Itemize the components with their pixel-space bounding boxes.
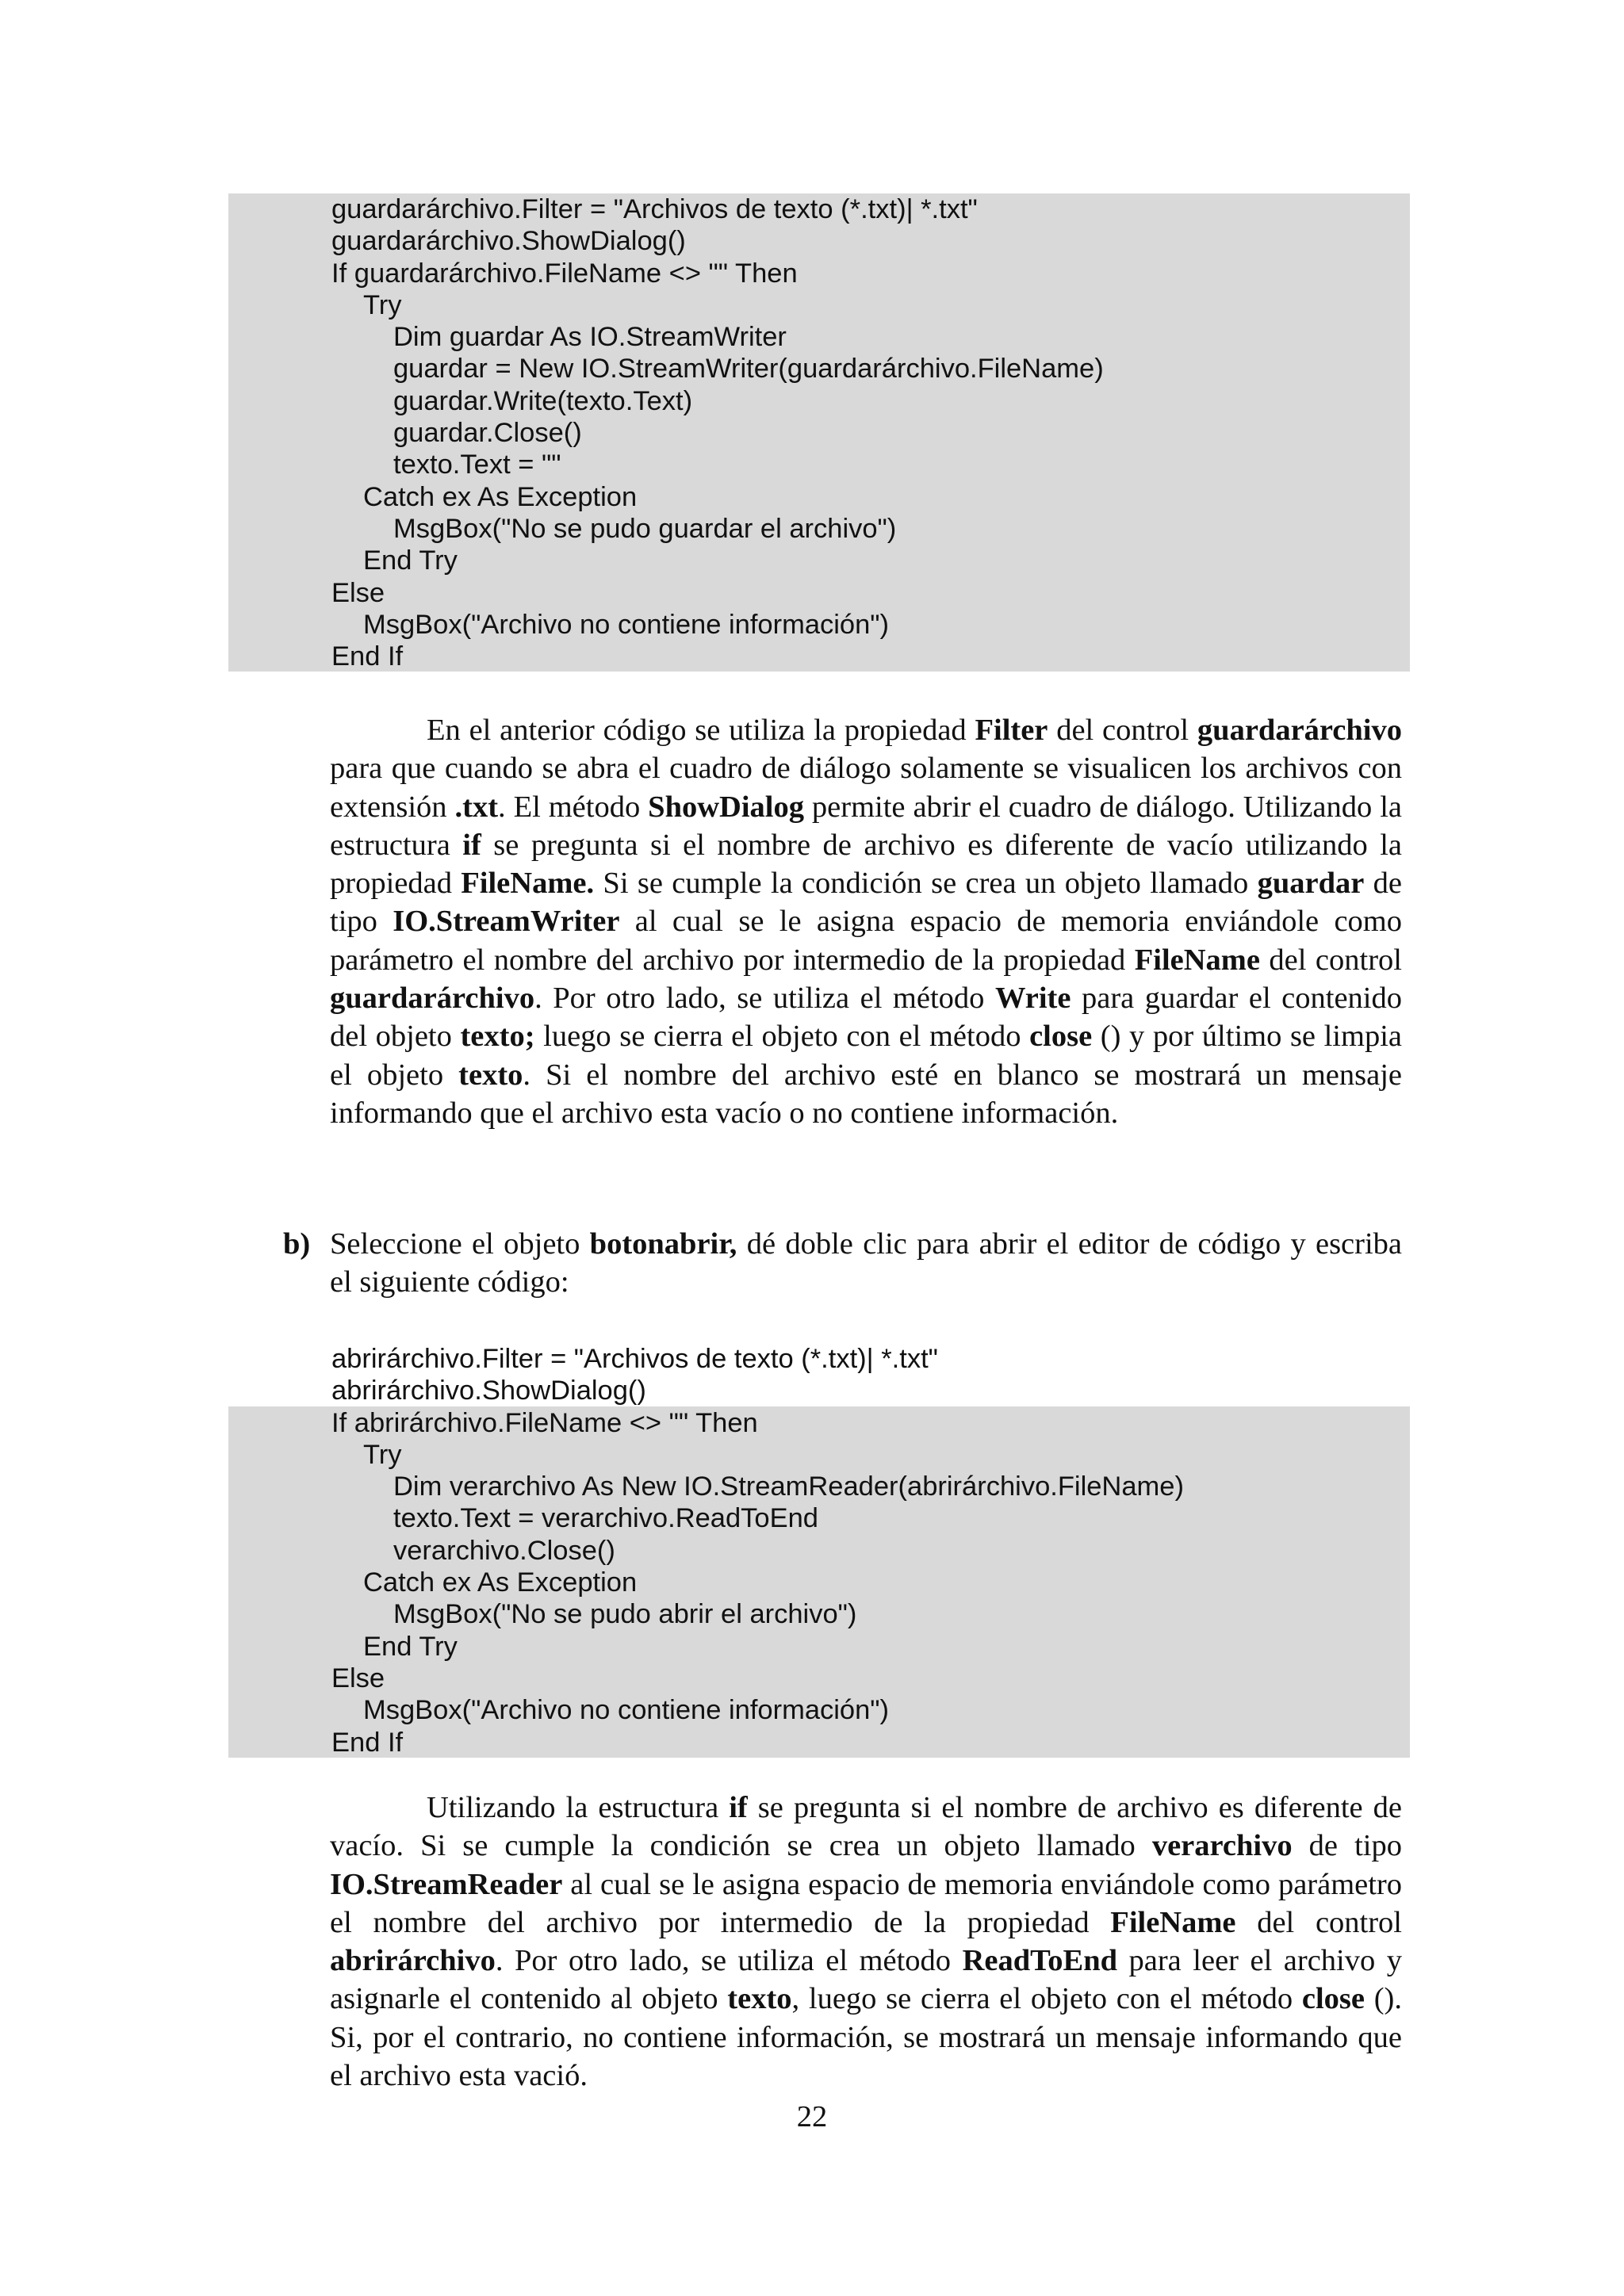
code-line: Else <box>331 1663 385 1693</box>
code-line: MsgBox("No se pudo guardar el archivo") <box>393 513 897 544</box>
explanation-paragraph-2: Utilizando la estructura if se pregunta si el nombre de archivo es diferente de vacío. Si se cumple la condición se crea un objeto llamado verarchivo de tipo IO.StreamReader al cual se le asigna espacio de memoria enviándole como parámetro el nombre del archivo por intermedio de la propiedad FileName del control abrirárchivo. Por otro lado, se utiliza el método ReadToEnd para leer el archivo y asignarle el contenido al objeto texto, luego se cierra el objeto con el método close (). Si, por el contrario, no contiene información, se mostrará un mensaje informando que el archivo esta vació. <box>330 1791 1402 2093</box>
code-line: Catch ex As Exception <box>363 1567 638 1598</box>
code-line: End Try <box>363 1631 458 1662</box>
explanation-paragraph-1: En el anterior código se utiliza la propiedad Filter del control guardarárchivo para que cuando se abra el cuadro de diálogo solamente se visualicen los archivos con extensión .txt. El método ShowDialog permite abrir el cuadro de diálogo. Utilizando la estructura if se pregunta si el nombre de archivo es diferente de vacío utilizando la propiedad FileName. Si se cumple la condición se crea un objeto llamado guardar de tipo IO.StreamWriter al cual se le asigna espacio de memoria enviándole como parámetro el nombre del archivo por intermedio de la propiedad FileName del control guardarárchivo. Por otro lado, se utiliza el método Write para guardar el contenido del objeto texto; luego se cierra el objeto con el método close () y por último se limpia el objeto texto. Si el nombre del archivo esté en blanco se mostrará un mensaje informando que el archivo esta vacío o no contiene información. <box>330 714 1403 1130</box>
code-line: Try <box>363 1439 402 1470</box>
code-line: guardar.Write(texto.Text) <box>393 385 693 416</box>
page-number: 22 <box>796 2100 828 2133</box>
code-line: End Try <box>363 545 458 576</box>
code-line: guardarárchivo.ShowDialog() <box>331 226 686 257</box>
code-block-1 <box>228 193 1410 672</box>
code-line: If abrirárchivo.FileName <> "" Then <box>331 1407 758 1438</box>
code-line: MsgBox("No se pudo abrir el archivo") <box>393 1599 857 1630</box>
code-line: abrirárchivo.Filter = "Archivos de texto (*.txt)| *.txt" <box>331 1344 938 1374</box>
code-line: End If <box>331 1727 404 1758</box>
code-line: Else <box>331 577 385 608</box>
code-line: guardar = New IO.StreamWriter(guardarárchivo.FileName) <box>393 354 1104 385</box>
code-line: guardarárchivo.Filter = "Archivos de texto (*.txt)| *.txt" <box>331 194 978 224</box>
code-line: Try <box>363 289 402 320</box>
list-marker-b: b) <box>283 1227 311 1261</box>
code-line: If guardarárchivo.FileName <> "" Then <box>331 258 798 289</box>
code-line: texto.Text = "" <box>393 450 561 480</box>
code-line: Dim guardar As IO.StreamWriter <box>393 322 787 353</box>
code-line: abrirárchivo.ShowDialog() <box>331 1376 646 1406</box>
instruction-item-b: Seleccione el objeto botonabrir, dé doble clic para abrir el editor de código y escriba el siguiente código: <box>330 1227 1403 1299</box>
code-line: Dim verarchivo As New IO.StreamReader(abrirárchivo.FileName) <box>393 1471 1184 1502</box>
code-line: MsgBox("Archivo no contiene información") <box>363 1695 890 1726</box>
code-block-2 <box>228 1343 1410 1758</box>
code-line: End If <box>331 641 404 672</box>
code-line: verarchivo.Close() <box>393 1535 615 1566</box>
code-line: MsgBox("Archivo no contiene información") <box>363 609 890 640</box>
code-line: texto.Text = verarchivo.ReadToEnd <box>393 1503 818 1534</box>
code-line: guardar.Close() <box>393 418 582 449</box>
code-line: Catch ex As Exception <box>363 481 638 512</box>
